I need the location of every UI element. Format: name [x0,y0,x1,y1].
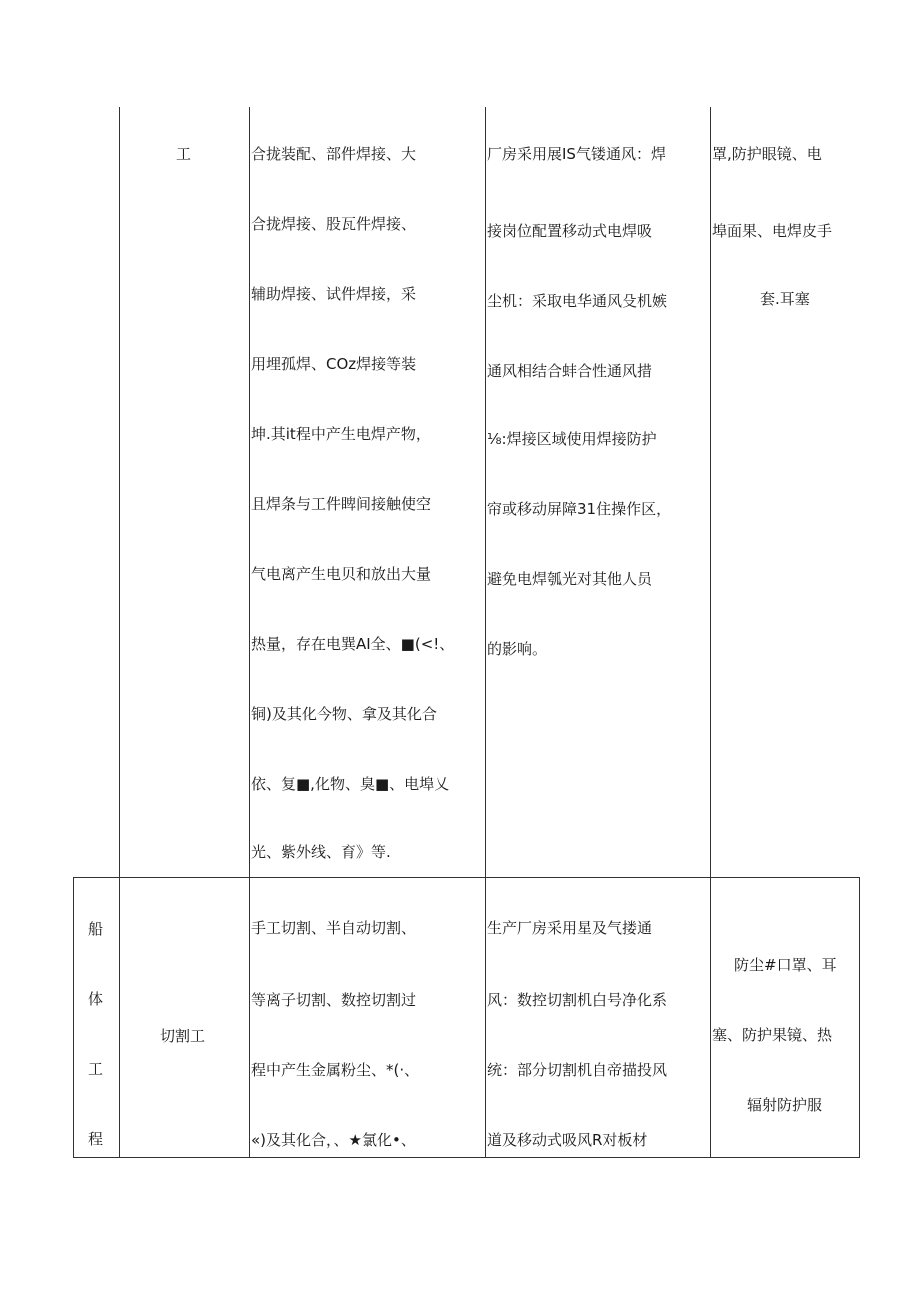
text-line: 坤.其it程中产生电焊产物， [251,425,431,443]
text-line: 避免电焊瓠光对其他人员 [487,570,653,588]
text-line: 热量，存在电巽AI全、■(<!、 [251,635,455,653]
text-char: 体 [88,990,104,1008]
job-type-cell: 工 [176,145,192,163]
text-line: «)及其化合，、★氯化•、 [251,1131,416,1149]
text-line: 光、紫外线、育》等. [251,843,391,861]
text-line: 套.耳塞 [760,290,810,308]
grid-line [249,107,250,877]
grid-line [485,877,486,1158]
text-line: 的影响。 [487,640,548,658]
grid-line [249,877,250,1158]
text-line: 手工切割、半自动切割、 [251,919,417,937]
row-separator [73,877,860,878]
text-line: 厂房采用展IS气镂通风：焊 [487,145,666,163]
text-line: 程中产生金属粉尘、*(·、 [251,1061,420,1079]
text-line: 防尘#口罩、耳 [734,956,837,974]
text-line: 道及移动式吸风R对板材 [487,1131,648,1149]
text-line: 埠面果、电焊皮手 [712,222,833,240]
text-line: ⅛:焊接区域使用焊接防护 [487,430,657,448]
text-line: 风：数控切割机白号净化系 [487,991,668,1009]
text-line: 生产厂房采用星及气搂通 [487,919,653,937]
text-line: 依、复■,化物、臭■、电埠乂 [251,775,450,793]
job-type-cell: 切割工 [160,1027,206,1045]
text-line: 气电离产生电贝和放出大量 [251,565,432,583]
text-line: 辐射防护服 [747,1096,823,1114]
text-line: 统：部分切割机自帝描投风 [487,1061,668,1079]
text-line: 用埋孤焊、COz焊接等装 [251,355,417,373]
text-char: 船 [88,920,104,938]
text-line: 接岗位配置移动式电焊吸 [487,222,653,240]
grid-line [710,877,711,1158]
text-line: 罩,防护眼镜、电 [712,145,822,163]
text-line: 等离子切割、数控切割过 [251,991,417,1009]
text-line: 且焊条与工件睥间接触使空 [251,495,432,513]
text-line: 合拢装配、部件焊接、大 [251,145,417,163]
grid-line [485,107,486,877]
text-line: 塞、防护果镜、热 [712,1026,833,1044]
text-line: 尘机：采取电华通风殳机嫉 [487,292,668,310]
text-char: 程 [88,1130,104,1148]
text-line: 合拢焊接、股瓦件焊接、 [251,215,417,233]
text-line: 铜)及其化今物、拿及其化合 [251,705,437,723]
text-line: 辅助焊接、试件焊接，采 [251,285,417,303]
text-char: 工 [88,1060,104,1078]
grid-line [119,107,120,877]
grid-line [119,877,120,1158]
grid-line [859,877,860,1158]
table-bottom-border [73,1157,860,1158]
text-line: 通风相结合蚌合性通风措 [487,362,653,380]
grid-line [710,107,711,877]
grid-line [73,877,74,1158]
text-line: 帘或移动屏障31住操作区， [487,500,672,518]
